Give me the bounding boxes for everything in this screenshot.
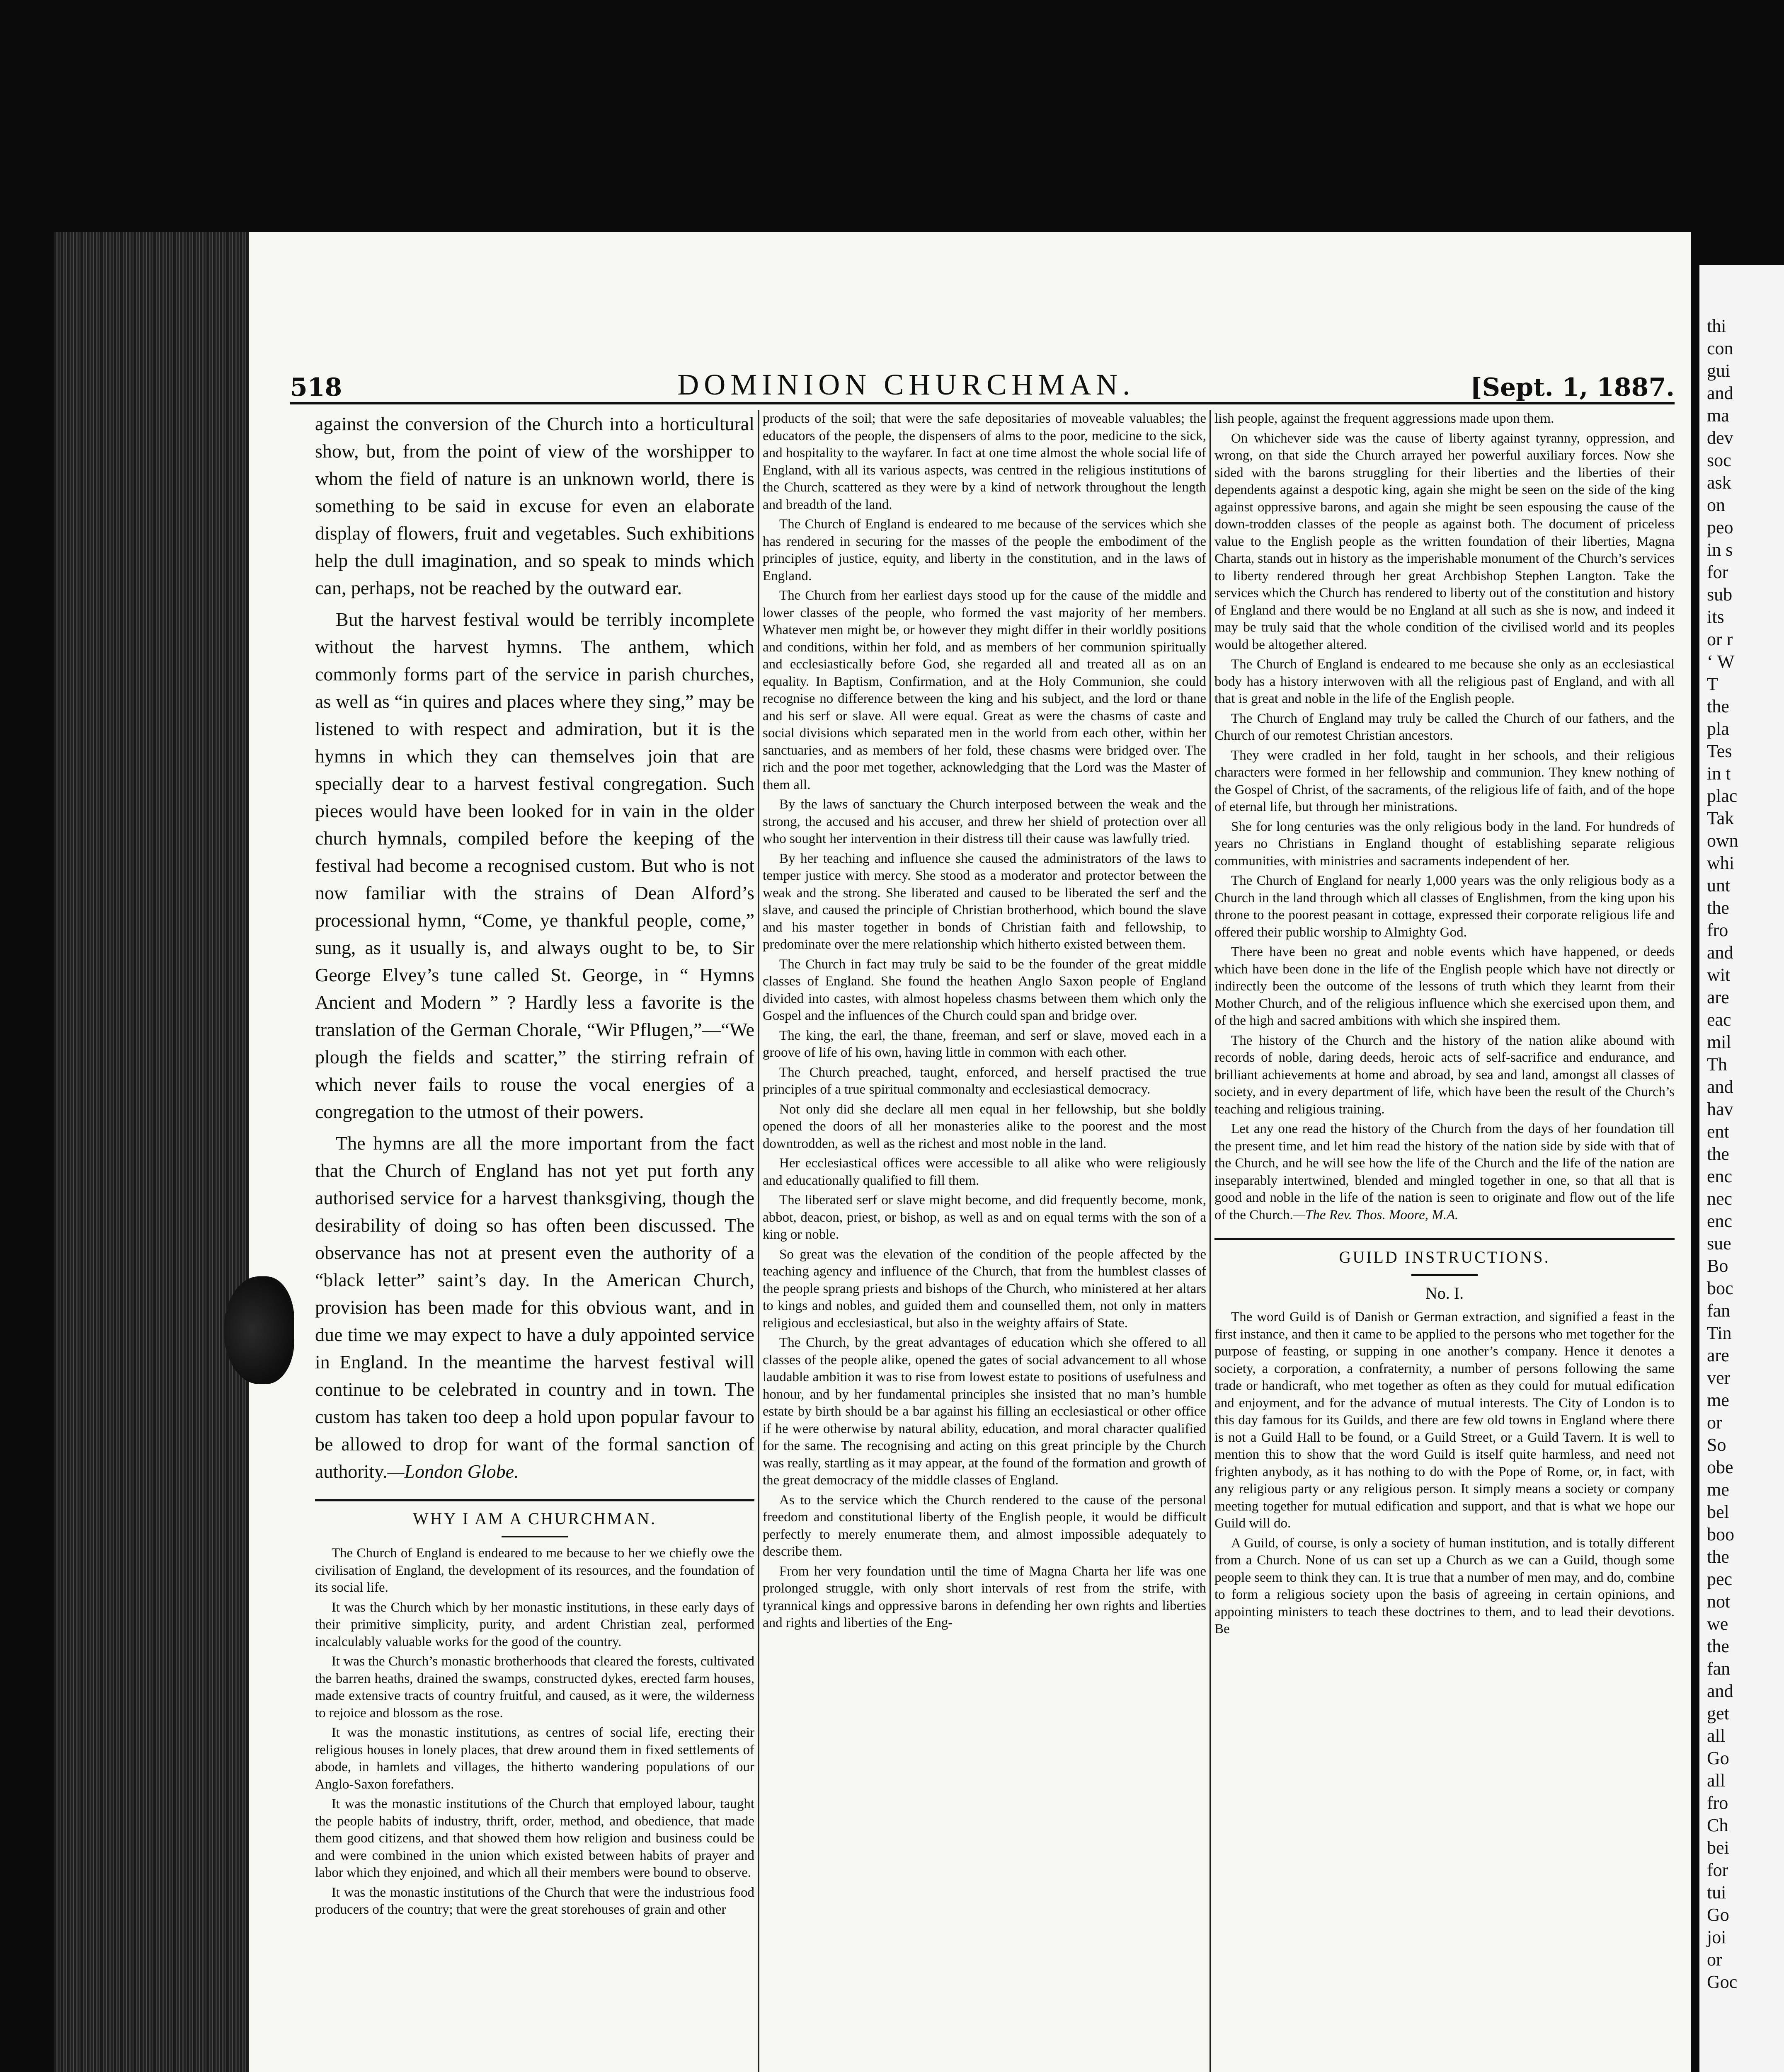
article-paragraph: The Church of England is endeared to me because of the services which she has rendered in securing for the masses of the people the embodiment of the principles of justice, equity, and liberty in the constitution, and in the laws of England. (763, 517, 1206, 583)
right-page-fragment: get (1707, 1703, 1729, 1723)
right-page-fragment: and (1707, 1077, 1733, 1097)
right-page-fragment: gui (1707, 361, 1731, 381)
right-page-fragment: Tin (1707, 1323, 1732, 1343)
right-page-fragment: for (1707, 562, 1728, 582)
column-3 (1214, 410, 1675, 2072)
article-attribution: —London Globe. (387, 1461, 519, 1482)
page-number: 518 (290, 373, 342, 402)
right-page-fragment: or (1707, 1412, 1722, 1433)
article-paragraph: As to the service which the Church rendered to the cause of the personal freedom and constitutional liberty of the English people, it would be difficult perfectly to merely enumerate them, and almost impossible adequately to describe them. (763, 1492, 1206, 1559)
right-page-fragment: pla (1707, 719, 1729, 739)
article-paragraph-text: The hymns are all the more important from the fact that the Church of England has not yet put forth any authorised service for a harvest thanksgiving, though the desirability of doing so has often been discussed. The observance has not at present even the authority of a “black letter” saint’s day. In the American Church, provision has been made for this obvious want, and in due time we may expect to have a duly appointed service in England. In the meantime the harvest festival will continue to be celebrated in country and in town. The custom has taken too deep a hold upon popular favour to be allowed to drop for want of the formal sanction of authority. (315, 1133, 754, 1482)
article-paragraph (1214, 1121, 1675, 1224)
right-page-fragment: So (1707, 1435, 1726, 1455)
article-paragraph-text: Let any one read the history of the Church from the days of her foundation till the present time, and let him read the history of the nation side by side with that of the Church, and he will see how the life of the Church and the life of the nation are inseparably intertwined, blended and mingled together in one, so that all that is good and noble in the life of the nation is seen to originate and flow out of the life of the Church. (1214, 1121, 1675, 1222)
right-page-fragment: Go (1707, 1748, 1729, 1768)
right-page-fragment: enc (1707, 1166, 1733, 1186)
book-page-edges (54, 232, 253, 2072)
right-page-fragment: the (1707, 1636, 1729, 1656)
article-paragraph: It was the monastic institutions of the Church that were the industrious food producers of the country; that were the great storehouses of grain and other (315, 1885, 754, 1917)
section-number: No. I. (1425, 1284, 1464, 1302)
article-paragraph: The Church in fact may truly be said to be the founder of the great middle classes of England. She found the heathen Anglo Saxon people of England divided into castes, with almost hopeless chasms between them which only the Gospel and the influences of the Church could span and bridge over. (763, 956, 1206, 1023)
newspaper-page (249, 232, 1691, 2072)
churchman-article (315, 1545, 754, 1919)
right-page-fragment: T (1707, 674, 1718, 694)
right-page-fragment: bei (1707, 1837, 1729, 1858)
article-paragraph: The Church of England may truly be called the Church of our fathers, and the Church of our remotest Christian ancestors. (1214, 711, 1675, 743)
article-paragraph: So great was the elevation of the condition of the people affected by the teaching agency and influence of the Church, that from the humblest classes of the people sprang priests and bishops of the Church, who ministered at her altars to kings and nobles, and guided them and counselled them, not only in matters religious and ecclesiastical, but also in the weighty affairs of State. (763, 1247, 1206, 1331)
right-page-fragment: Ch (1707, 1815, 1728, 1835)
article-paragraph: A Guild, of course, is only a society of human institution, and is totally different from a Church. None of us can set up a Church as we can a Guild, though some people seem to think they can. It is true that a number of men may, and do, combine to form a religious society upon the basis of agreeing in certain opinions, and appointing ministers to teach these doctrines to them, and to lead their devotions. Be (1214, 1535, 1675, 1636)
article-paragraph: She for long centuries was the only religious body in the land. For hundreds of years no Christians in England thought of establishing separate religious communities, with ministries and sacraments independent of her. (1214, 819, 1675, 869)
right-page-fragment: sue (1707, 1233, 1731, 1254)
right-page-fragment: ma (1707, 405, 1729, 426)
right-page-fragment: dev (1707, 428, 1733, 448)
right-page-fragment: the (1707, 1547, 1729, 1567)
article-paragraph: By the laws of sanctuary the Church interposed between the weak and the strong, the accused and his accuser, and threw her shield of protection over all who sought her intervention in their distress till their cause was lawfully tried. (763, 797, 1206, 846)
right-page-fragment: ent (1707, 1121, 1729, 1142)
right-page-fragment: bel (1707, 1502, 1729, 1522)
article-attribution: —The Rev. Thos. Moore, M.A. (1293, 1207, 1459, 1222)
right-page-fragment: ver (1707, 1368, 1731, 1388)
right-page-text-fragments (1699, 265, 1784, 1993)
page-header (290, 356, 1675, 404)
section-title: GUILD INSTRUCTIONS. (1214, 1238, 1675, 1267)
right-page-fragment: me (1707, 1479, 1729, 1500)
article-paragraph: By her teaching and influence she caused the administrators of the laws to temper justice with mercy. She stood as a moderator and protector between the weak and the strong. She liberated and caused to be liberated the serf and the slave, and caused the principle of Christian brotherhood, which bound the slave and his master together in bonds of Christian faith and fellowship, to predominate over the mere relationship which hitherto existed between them. (763, 851, 1206, 952)
right-page-fragment: all (1707, 1770, 1725, 1791)
right-page-fragment: ‘ W (1707, 651, 1735, 672)
article-paragraph: lish people, against the frequent aggressions made upon them. (1214, 411, 1554, 426)
article-paragraph: The Church of England is endeared to me because to her we chiefly owe the civilisation of England, the development of its resources, and the foundation of its social life. (315, 1546, 754, 1595)
article-paragraph: The liberated serf or slave might become, and did frequently become, monk, abbot, deacon, priest, or bishop, as well as and on equal terms with the son of a king or noble. (763, 1193, 1206, 1242)
right-page-fragment: not (1707, 1591, 1731, 1612)
article-paragraph: The Church, by the great advantages of education which she offered to all classes of the people alike, opened the gates of social advancement to all whose laudable ambition it was to rise from lowest estate to positions of usefulness and honour, and by her fundamental principles she insisted that no man’s humble estate by birth should be a bar against his filling an ecclesiastical or other office if he were otherwise by natural ability, education, and moral character qualified for the same. The recognising and acting on this great principle by the Church was really, startling as it may appear, at the found of the formation and growth of the great democracy of the middle classes of England. (763, 1335, 1206, 1488)
right-page-fragment: in s (1707, 540, 1733, 560)
right-page-fragment: mil (1707, 1032, 1731, 1052)
right-page-fragment: plac (1707, 786, 1738, 806)
right-page-fragment: Goc (1707, 1972, 1738, 1992)
right-page-fragment: pec (1707, 1569, 1733, 1589)
right-page-fragment: me (1707, 1390, 1729, 1410)
right-page-fragment: the (1707, 898, 1729, 918)
right-page-fragment: nec (1707, 1188, 1733, 1209)
article-paragraph: products of the soil; that were the safe depositaries of moveable valuables; the educators of the people, the dispensers of alms to the poor, medicine to the sick, and hospitality to the wayfarer. In fact at one time almost the whole social life of England, with all its various aspects, was centred in the religious institutions of the Church, scattered as they were by a kind of network throughout the length and breadth of the land. (763, 411, 1206, 512)
right-page-fragment: Bo (1707, 1256, 1728, 1276)
right-page-fragment: all (1707, 1726, 1725, 1746)
article-paragraph: against the conversion of the Church into a horticultural show, but, from the point of view of the worshipper to whom the field of nature is an unknown world, there is something to be said in excuse for even an elaborate display of flowers, fruit and vegetables. Such exhibitions help the dull imagination, and so speak to minds which can, perhaps, not be reached by the outward ear. (315, 413, 754, 598)
right-page-fragment: unt (1707, 875, 1731, 896)
right-page-fragment: and (1707, 383, 1733, 403)
masthead-title: DOMINION CHURCHMAN. (677, 368, 1135, 401)
article-paragraph: The Church of England for nearly 1,000 years was the only religious body as a Church in the land through which all classes of Englishmen, from the king upon his throne to the poorest peasant in cottage, expressed their corporate religious life and offered their public worship to Almighty God. (1214, 873, 1675, 940)
right-page-fragment: the (1707, 696, 1729, 716)
article-paragraph: There have been no great and noble events which have happened, or deeds which have been done in the life of the English people which have not directly or indirectly been the outcome of the lessons of truth which they learnt from their Mother Church, and of the religious influence which she exercised upon them, and of the high and sacred ambitions with which she inspired them. (1214, 944, 1675, 1028)
right-facing-page (1699, 265, 1784, 2072)
right-page-fragment: sub (1707, 584, 1733, 605)
article-paragraph: The Church from her earliest days stood up for the cause of the middle and lower classes of the people, who formed the vast majority of her members. Whatever men might be, or however they might differ in their worldly positions and conditions, within her fold, and as members of her communion spiritually and ecclesiastically before God, she regarded all and treated all as on an equality. In Baptism, Confirmation, and at the Holy Communion, she could recognise no difference between the king and his subject, and the lord or thane and his serf or slave. All were equal. Great as were the chasms of caste and social divisions which separated men in the world from each other, within her sanctuaries, and as members of her fold, these chasms were bridged over. The rich and the poor met together, acknowledging that the Lord was the Master of them all. (763, 588, 1206, 792)
article-paragraph: The history of the Church and the history of the nation alike abound with records of noble, daring deeds, heroic acts of self-sacrifice and endurance, and brilliant achievements at home and abroad, by sea and land, amongst all classes of society, and in every department of life, which have been the result of the Church’s teaching and religious training. (1214, 1033, 1675, 1117)
column-rule (758, 410, 759, 2072)
right-page-fragment: we (1707, 1614, 1728, 1634)
right-page-fragment: or r (1707, 629, 1733, 649)
right-page-fragment: tui (1707, 1882, 1726, 1903)
column-1 (315, 410, 754, 2072)
article-paragraph: It was the monastic institutions, as centres of social life, erecting their religious houses in lonely places, that drew around them in fixed settlements of abode, in hamlets and villages, the hitherto wandering populations of our Anglo-Saxon forefathers. (315, 1725, 754, 1792)
right-page-fragment: own (1707, 830, 1738, 851)
right-page-fragment: and (1707, 942, 1733, 963)
article-paragraph: But the harvest festival would be terribly incomplete without the harvest hymns. The anthem, which commonly forms part of the service in parish churches, as well as “in quires and places where they sing,” may be listened to with respect and admiration, but it is the hymns in which they can themselves join that are specially dear to a harvest festival congregation. Such pieces would have been looked for in vain in the older church hymnals, compiled before the keeping of the festival had become a recognised custom. But who is not now familiar with the strains of Dean Alford’s processional hymn, “Come, ye thankful people, come,” sung, as it usually is, and always ought to be, to Sir George Elvey’s tune called St. George, in “ Hymns Ancient and Modern ” ? Hardly less a favorite is the translation of the German Chorale, “Wir Pflugen,”—“We plough the fields and scatter,” the stirring refrain of which never fails to rouse the vocal energies of a congregation to the utmost of their powers. (315, 609, 754, 1122)
right-page-fragment: whi (1707, 853, 1734, 873)
article-paragraph: The Church preached, taught, enforced, and herself practised the true principles of a true spiritual commonalty and ecclesiastical democracy. (763, 1065, 1206, 1097)
right-page-fragment: ask (1707, 472, 1731, 493)
right-page-fragment: joi (1707, 1927, 1726, 1947)
section-title: WHY I AM A CHURCHMAN. (315, 1499, 754, 1528)
article-paragraph: Not only did she declare all men equal in her fellowship, but she boldly opened the doors of all her monasteries alike to the poorest and the most downtrodden, as well as the richest and most noble in the land. (763, 1101, 1206, 1151)
harvest-article (315, 410, 754, 1485)
article-paragraph: On whichever side was the cause of liberty against tyranny, oppression, and wrong, on that side the Church arrayed her powerful auxiliary forces. Now she sided with the barons struggling for their liberties and the liberties of their dependents against a despotic king, again she might be seen on the side of the king against oppressive barons, and again she might be seen espousing the cause of the down-trodden classes of the people as against both. The document of priceless value to the English people as the written foundation of their liberties, Magna Charta, stands out in history as the imperishable monument of the Church’s services to liberty rendered through her great Archbishop Stephen Langton. Take the services which the Church has rendered to liberty out of the constitution and history of England and there would be no England at all such as she is now, and indeed it may be truly said that the whole condition of the civilised world and its peoples would be altogether altered. (1214, 431, 1675, 652)
right-page-fragment: or (1707, 1949, 1722, 1970)
right-page-fragment: on (1707, 495, 1725, 515)
right-page-fragment: obe (1707, 1457, 1733, 1477)
issue-date: [Sept. 1, 1887. (1470, 373, 1675, 402)
right-page-fragment: Tak (1707, 808, 1734, 828)
article-paragraph: The word Guild is of Danish or German extraction, and signified a feast in the first instance, and then it came to be applied to the persons who met together for the purpose of feasting, or supping in one another’s company. Hence it denotes a society, a corporation, a confraternity, a number of persons following the same trade or handicraft, who met together as often as they could for mutual edification and enjoyment, and for the advance of mutual interests. The City of London is to this day famous for its Guilds, and there are few old towns in England where there is not a Guild Hall to be found, or a Guild Street, or a Guild Tavern. It is well to mention this to show that the word Guild is itself quite harmless, and need not frighten anybody, as it has nothing to do with the Pope of Rome, or, in fact, with any religious party or any religious person. It simply means a society or company meeting together for mutual edification and support, and that is what we hope our Guild will do. (1214, 1310, 1675, 1531)
right-page-fragment: con (1707, 338, 1733, 358)
right-page-fragment: enc (1707, 1211, 1733, 1231)
column-2 (763, 410, 1206, 2072)
right-page-fragment: boc (1707, 1278, 1733, 1298)
article-paragraph: Her ecclesiastical offices were accessible to all alike who were religiously and educationally qualified to fill them. (763, 1156, 1206, 1188)
title-rule (502, 1536, 568, 1537)
article-paragraph: It was the Church’s monastic brotherhoods that cleared the forests, cultivated the barren heaths, drained the swamps, constructed dykes, erected farm houses, made extensive tracts of country fruitful, and caused, as it were, the wilderness to rejoice and blossom as the rose. (315, 1654, 754, 1721)
right-page-fragment: for (1707, 1860, 1728, 1880)
right-page-fragment: boo (1707, 1524, 1734, 1544)
right-page-fragment: fan (1707, 1658, 1731, 1679)
article-paragraph: The Church of England is endeared to me because she only as an ecclesiastical body has a history interwoven with all the religious past of England, and with all that is great and noble in the life of the English people. (1214, 657, 1675, 706)
right-page-fragment: hav (1707, 1099, 1733, 1119)
article-paragraph: The king, the earl, the thane, freeman, and serf or slave, moved each in a groove of life of his own, having little in common with each other. (763, 1028, 1206, 1060)
title-rule (1411, 1274, 1478, 1276)
article-paragraph: From her very foundation until the time of Magna Charta her life was one prolonged struggle, with only short intervals of rest from the strife, with tyrannical kings and oppressive barons in defending her own rights and liberties and rights and liberties of the Eng- (763, 1564, 1206, 1630)
right-page-fragment: thi (1707, 316, 1726, 336)
article-paragraph: It was the monastic institutions of the Church that employed labour, taught the people habits of industry, thrift, order, method, and obedience, that made them good citizens, and that showed them how religion and business could be and were combined in the union which existed between habits of prayer and labor which they enjoined, and which all their members were bound to observe. (315, 1796, 754, 1880)
article-paragraph (315, 1130, 754, 1485)
right-page-fragment: soc (1707, 450, 1731, 470)
right-page-fragment: eac (1707, 1009, 1731, 1030)
right-page-fragment: and (1707, 1681, 1733, 1701)
column-rule (1210, 410, 1211, 2072)
thumb-shadow (224, 1276, 294, 1384)
right-page-fragment: fro (1707, 1793, 1728, 1813)
right-page-fragment: in t (1707, 763, 1731, 784)
right-page-fragment: its (1707, 607, 1724, 627)
right-page-fragment: are (1707, 1345, 1729, 1365)
right-page-fragment: peo (1707, 517, 1733, 537)
article-paragraph: They were cradled in her fold, taught in her schools, and their religious characters were formed in her fellowship and communion. They knew nothing of the Gospel of Christ, of the sacraments, of the religious life of faith, and of the hope of eternal life, but through her ministrations. (1214, 748, 1675, 814)
right-page-fragment: fro (1707, 920, 1728, 940)
right-page-fragment: Th (1707, 1054, 1727, 1075)
article-paragraph: It was the Church which by her monastic institutions, in these early days of their primitive simplicity, purity, and ardent Christian zeal, performed incalculably valuable works for the good of the country. (315, 1600, 754, 1649)
right-page-fragment: are (1707, 987, 1729, 1007)
right-page-fragment: the (1707, 1144, 1729, 1164)
right-page-fragment: wit (1707, 965, 1731, 985)
right-page-fragment: fan (1707, 1300, 1731, 1321)
right-page-fragment: Go (1707, 1905, 1729, 1925)
right-page-fragment: Tes (1707, 741, 1732, 761)
